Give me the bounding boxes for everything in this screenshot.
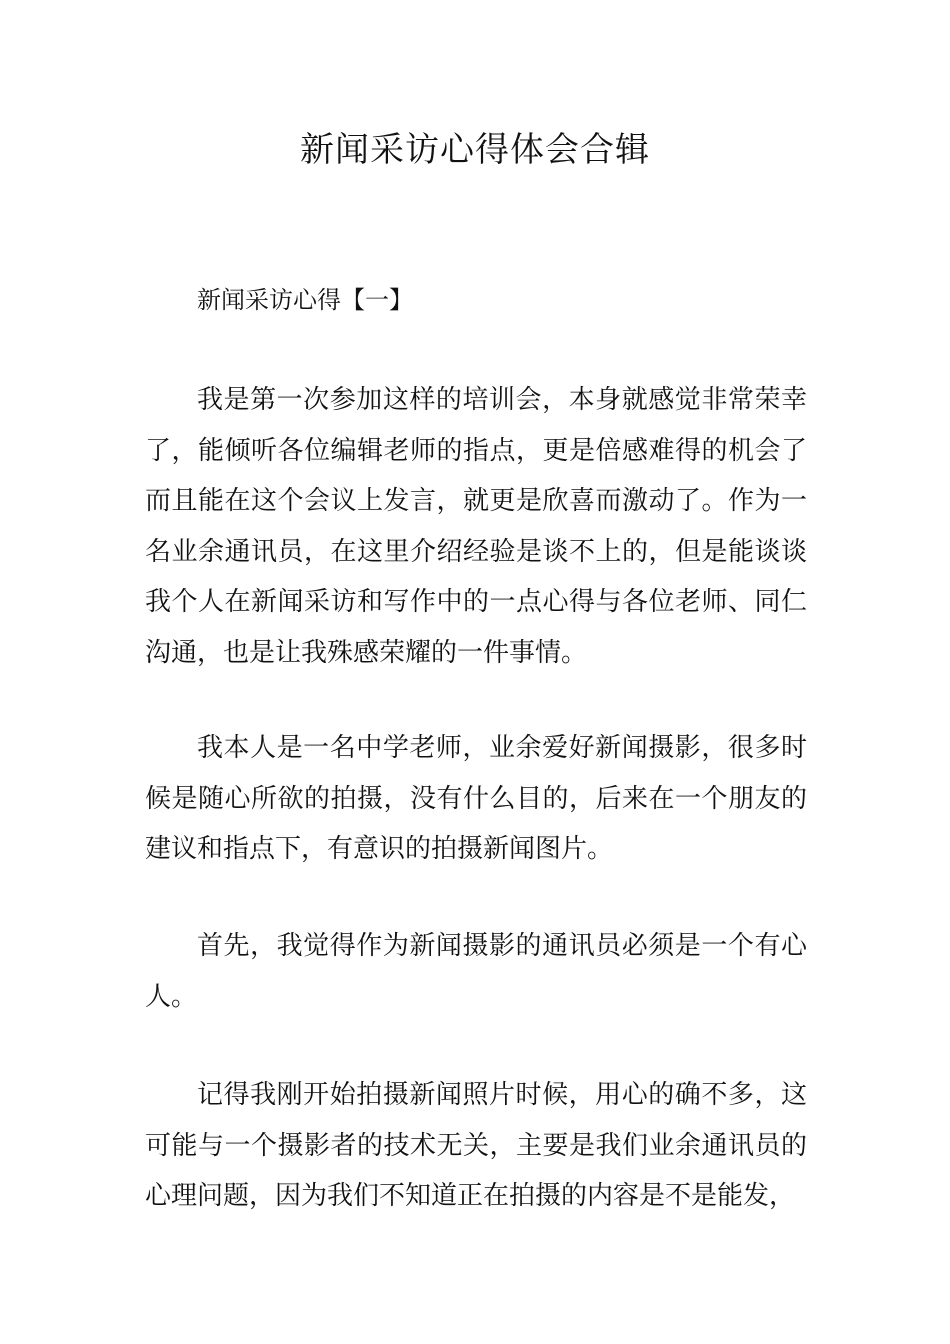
paragraph-3: 首先，我觉得作为新闻摄影的通讯员必须是一个有心人。: [145, 931, 807, 1012]
document-title: 新闻采访心得体会合辑: [300, 130, 650, 170]
paragraph-2: 我本人是一名中学老师，业余爱好新闻摄影，很多时候是随心所欲的拍摄，没有什么目的，后来在一个朋友的建议和指点下，有意识的拍摄新闻图片。: [145, 733, 807, 864]
section-heading: 新闻采访心得【一】: [197, 286, 413, 314]
paragraph-4: 记得我刚开始拍摄新闻照片时候，用心的确不多，这可能与一个摄影者的技术无关，主要是我们业余通讯员的心理问题，因为我们不知道正在拍摄的内容是不是能发，: [145, 1080, 807, 1211]
paragraph-1: 我是第一次参加这样的培训会，本身就感觉非常荣幸了，能倾听各位编辑老师的指点，更是倍感难得的机会了而且能在这个会议上发言，就更是欣喜而激动了。作为一名业余通讯员，在这里介绍经验是谈不上的，但是能谈谈我个人在新闻采访和写作中的一点心得与各位老师、同仁沟通，也是让我殊感荣耀的一件事情。: [145, 385, 807, 668]
